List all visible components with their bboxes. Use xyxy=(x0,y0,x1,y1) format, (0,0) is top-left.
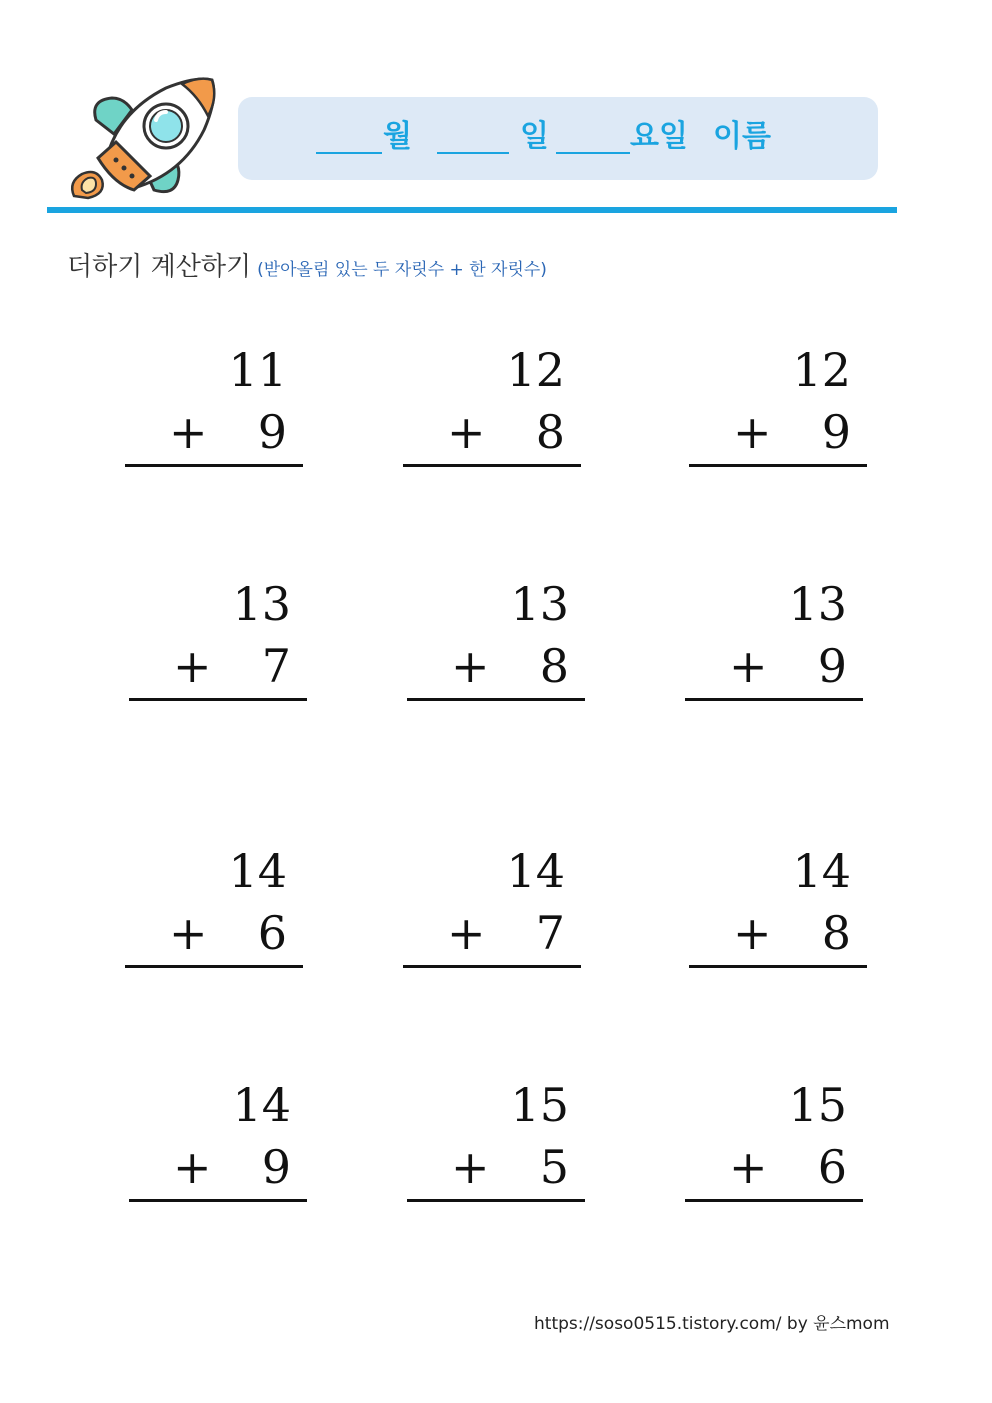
addend-bottom: 8 xyxy=(821,906,851,960)
addend-top: 12 xyxy=(792,343,851,397)
answer-line xyxy=(403,464,581,467)
plus-sign: + xyxy=(173,1140,212,1194)
problem-3 xyxy=(689,342,869,472)
problem-8 xyxy=(403,843,583,973)
addend-bottom: 6 xyxy=(817,1140,847,1194)
plus-sign: + xyxy=(729,1140,768,1194)
worksheet-title xyxy=(67,246,547,283)
day-blank xyxy=(437,152,509,154)
answer-line xyxy=(689,965,867,968)
problem-11 xyxy=(407,1077,587,1207)
rocket-window-icon xyxy=(144,104,188,148)
weekday-label: 요일 xyxy=(630,119,688,154)
plus-sign: + xyxy=(447,405,486,459)
addend-bottom: 8 xyxy=(539,639,569,693)
title-subtitle: (받아올림 있는 두 자릿수 + 한 자릿수) xyxy=(257,260,547,280)
addend-top: 13 xyxy=(788,577,847,631)
plus-sign: + xyxy=(169,906,208,960)
problem-4 xyxy=(129,576,309,706)
addend-top: 15 xyxy=(788,1078,847,1132)
addend-top: 14 xyxy=(232,1078,291,1132)
problem-2 xyxy=(403,342,583,472)
rocket-flame-icon xyxy=(72,172,103,198)
weekday-blank xyxy=(556,152,630,154)
problem-5 xyxy=(407,576,587,706)
problem-1 xyxy=(125,342,305,472)
plus-sign: + xyxy=(733,405,772,459)
addend-bottom: 5 xyxy=(539,1140,569,1194)
answer-line xyxy=(125,965,303,968)
rocket-illustration xyxy=(66,72,226,204)
addend-top: 14 xyxy=(792,844,851,898)
problem-10 xyxy=(129,1077,309,1207)
plus-sign: + xyxy=(451,1140,490,1194)
month-label: 월 xyxy=(383,119,412,154)
day-label: 일 xyxy=(520,119,549,154)
header-box xyxy=(238,97,878,180)
problem-12 xyxy=(685,1077,865,1207)
footer-credit: https://soso0515.tistory.com/ by 윤스mom xyxy=(534,1314,890,1334)
header-divider xyxy=(47,207,897,213)
answer-line xyxy=(403,965,581,968)
problem-9 xyxy=(689,843,869,973)
addend-bottom: 7 xyxy=(535,906,565,960)
answer-line xyxy=(129,698,307,701)
plus-sign: + xyxy=(729,639,768,693)
answer-line xyxy=(685,1199,863,1202)
addend-top: 14 xyxy=(228,844,287,898)
addend-top: 15 xyxy=(510,1078,569,1132)
answer-line xyxy=(407,698,585,701)
addend-bottom: 9 xyxy=(261,1140,291,1194)
answer-line xyxy=(689,464,867,467)
answer-line xyxy=(125,464,303,467)
answer-line xyxy=(685,698,863,701)
addend-top: 13 xyxy=(510,577,569,631)
addend-top: 14 xyxy=(506,844,565,898)
addend-top: 13 xyxy=(232,577,291,631)
addend-top: 12 xyxy=(506,343,565,397)
addend-bottom: 6 xyxy=(257,906,287,960)
addend-bottom: 9 xyxy=(257,405,287,459)
plus-sign: + xyxy=(733,906,772,960)
problem-7 xyxy=(125,843,305,973)
plus-sign: + xyxy=(173,639,212,693)
addend-bottom: 7 xyxy=(261,639,291,693)
month-blank xyxy=(316,152,382,154)
name-label: 이름 xyxy=(713,119,771,154)
plus-sign: + xyxy=(447,906,486,960)
title-main: 더하기 계산하기 xyxy=(67,252,252,282)
addend-bottom: 8 xyxy=(535,405,565,459)
addend-bottom: 9 xyxy=(817,639,847,693)
problem-6 xyxy=(685,576,865,706)
answer-line xyxy=(129,1199,307,1202)
addend-top: 11 xyxy=(228,343,287,397)
answer-line xyxy=(407,1199,585,1202)
plus-sign: + xyxy=(451,639,490,693)
plus-sign: + xyxy=(169,405,208,459)
addend-bottom: 9 xyxy=(821,405,851,459)
